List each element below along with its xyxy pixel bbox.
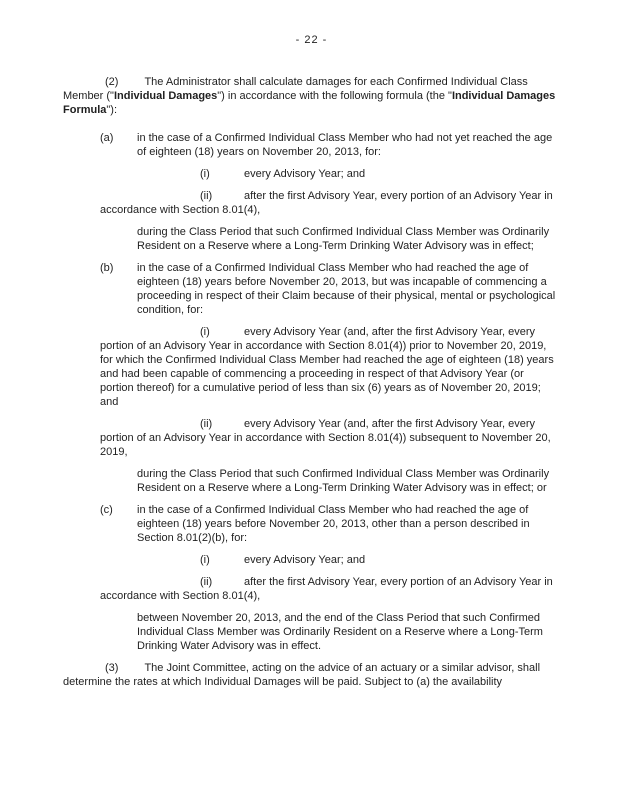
clause-b-item-ii-text: every Advisory Year (and, after the first Advisory Year, every portion of an Advisory Year in accordance with Section 8.01(4)) subsequent to November 20, 2019, [100, 418, 551, 458]
clause-c-item-i-text: every Advisory Year; and [244, 554, 366, 566]
clause-c-label: (c) [100, 504, 113, 516]
defined-term-individual-damages-formula: Individual Damages Formula [63, 90, 556, 116]
page-number: - 22 - [295, 34, 328, 46]
clause-a-item-i-text: every Advisory Year; and [244, 168, 366, 180]
paragraph-2-number: (2) [105, 76, 119, 88]
clause-c [100, 503, 560, 545]
clause-a-item-i-label: (i) [200, 168, 210, 180]
paragraph-2 [63, 75, 560, 117]
clause-b-item-ii-label: (ii) [200, 418, 213, 430]
clause-b-body: in the case of a Confirmed Individual Class Member who had reached the age of eighteen (18) years before November 20, 2013, but was incapable of commencing a proceeding in respect of their Claim because of their physical, mental or psychological condition, for: [137, 262, 556, 316]
clause-c-body: in the case of a Confirmed Individual Class Member who had reached the age of eighteen (18) years before November 20, 2013, other than a person described in Section 8.01(2)(b), for: [137, 504, 530, 544]
clause-a-item-ii-label: (ii) [200, 190, 213, 202]
clause-a-body: in the case of a Confirmed Individual Class Member who had not yet reached the age of eighteen (18) years on November 20, 2013, for: [137, 132, 553, 158]
clause-a-item-ii [100, 189, 560, 217]
clause-c-item-ii-text: after the first Advisory Year, every portion of an Advisory Year in accordance with Section 8.01(4), [100, 576, 553, 602]
clause-a-item-ii-text: after the first Advisory Year, every portion of an Advisory Year in accordance with Section 8.01(4), [100, 190, 553, 216]
clause-a-item-i [100, 167, 560, 181]
clause-b-item-ii [100, 417, 560, 459]
clause-b-item-i [100, 325, 560, 409]
clause-c-item-i-label: (i) [200, 554, 210, 566]
clause-a-label: (a) [100, 132, 114, 144]
clause-c-item-ii [100, 575, 560, 603]
paragraph-3-number: (3) [105, 662, 119, 674]
clause-c-closing: between November 20, 2013, and the end of the Class Period that such Confirmed Individual Class Member was Ordinarily Resident on a Reserve where a Long-Term Drinking Water Advisory was in effect. [137, 612, 543, 652]
clause-a-closing: during the Class Period that such Confirmed Individual Class Member was Ordinarily Resident on a Reserve where a Long-Term Drinking Water Advisory was in effect; [137, 226, 550, 252]
clause-b-item-i-label: (i) [200, 326, 210, 338]
defined-term-individual-damages: Individual Damages [113, 90, 218, 102]
paragraph-3 [63, 661, 560, 689]
clause-c-item-ii-label: (ii) [200, 576, 213, 588]
paragraph-2-text: "): [106, 104, 118, 116]
clause-b-closing: during the Class Period that such Confirmed Individual Class Member was Ordinarily Resident on a Reserve where a Long-Term Drinking Water Advisory was in effect; or [137, 468, 550, 494]
paragraph-3-text: The Joint Committee, acting on the advice of an actuary or a similar advisor, shall determine the rates at which Individual Damages will be paid. Subject to (a) the availability [63, 662, 541, 688]
clause-b-label: (b) [100, 262, 114, 274]
clause-c-item-i [100, 553, 560, 567]
paragraph-2-text: ") in accordance with the following formula (the " [217, 90, 452, 102]
clause-b-item-i-text: every Advisory Year (and, after the first Advisory Year, every portion of an Advisory Year in accordance with Section 8.01(4)) prior to November 20, 2019, for which the Confirmed Individual Class Member had reached the age of eighteen (18) years and had been capable of commencing a proceeding in respect of that Advisory Year (or portion thereof) for a cumulative period of less than six (6) years as of November 20, 2019; and [100, 326, 554, 408]
paragraph-2-text: The Administrator shall calculate damages for each Confirmed Individual Class Member (" [63, 76, 528, 102]
clause-a [100, 131, 560, 159]
clause-b [100, 261, 560, 317]
